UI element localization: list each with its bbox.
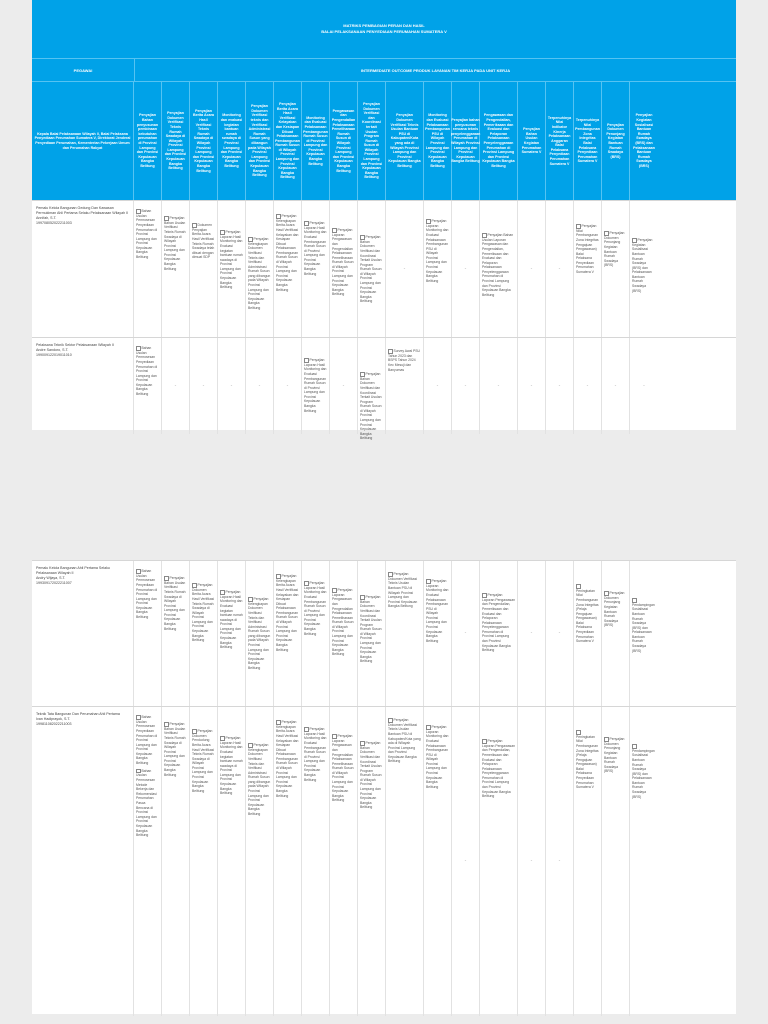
employee-name-cell	[32, 338, 134, 434]
outcome-entry-text: Penyajian Laporan Monitoring dan Evaluasi Pelaksanaan Pembangunan PSU di Wilayah Provinsi Lampung dan Provinsi Kepulauan Bangka Belitung	[426, 579, 449, 643]
column-header: Penyajian Dokumen Verifikasi teknis dan Verifikasi Administrasi Rumah Susun yang dibangun pada Wilayah Provinsi Lampung dan Provinsi Kepulauan Bangka Belitung	[246, 82, 274, 200]
employee-info-line: Andry Wijaya, S.T.	[36, 576, 66, 580]
outcome-entry-text: Dokumen Penyajian Berita Acara Hasil Verifikasi Teknis Rumah Swadaya telah dibuat dengan dimuat SDP	[192, 223, 215, 260]
outcome-entry	[426, 579, 449, 643]
outcome-entry	[136, 769, 159, 838]
outcome-entry-text: Penyajian Laporan Hasil Monitoring dan Evaluasi Pembangunan Rumah Susun di Provinsi Lampung dan Provinsi Kepulauan Bangka Belitung	[304, 358, 327, 413]
group-header-row	[32, 58, 736, 81]
employee-info-line: Ivan Hadiprayok, S.T.	[36, 717, 71, 721]
outcome-entry-text: Penyajian Dokumen Berita Acara Hasil Verifikasi Teknis Rumah Swadaya di Wilayah Provinsi Lampung dan Provinsi Kepulauan Bangka Belitung	[192, 583, 215, 643]
employee-info-line: 199009122019011010	[36, 353, 72, 357]
outcome-entry-text: Penyajian Dokumen Verifikasi Teknis Usulan Bantuan PSU di Wilayah Provinsi Lampung dan Provinsi Kepulauan Bangka Belitung	[388, 572, 418, 609]
column-header: Penyajian Dokumen Verifikasi dan Koordinasi terkait Usulan Program Rumah Susun di Wilayah Provinsi Lampung dan Provinsi Kepulauan Bangka Belitung	[358, 82, 386, 200]
outcome-group-header: INTERMEDIATE OUTCOME PRODUK LAYANAN TIM KERJA PADA UNIT KERJA	[360, 67, 511, 73]
employee-info-line: Teknik Tata Bangunan Dan Perumahan Ahli Pertama	[36, 712, 120, 716]
outcome-entry-text: Penyajian Laporan Monitoring dan Evaluasi Pelaksanaan Pembangunan PSU di Wilayah Provinsi Lampung dan Provinsi Kepulauan Bangka Belitung	[426, 219, 449, 283]
outcome-entry	[276, 720, 299, 798]
outcome-cell	[602, 201, 630, 337]
outcome-entry	[632, 598, 656, 653]
outcome-entry-text: Penyajian Kelengkapan Dokumen Verifikasi Teknis dan Verifikasi Administrasi Rumah Susun yang dibangun pada Wilayah Provinsi Lampung dan Provinsi Kepulauan Bangka Belitung	[248, 237, 271, 311]
outcome-cell	[424, 707, 452, 1016]
outcome-cell	[162, 561, 190, 706]
employee-name-cell	[32, 707, 134, 1016]
outcome-cell: -	[452, 707, 480, 1016]
outcome-cell	[330, 561, 358, 706]
outcome-cell	[630, 201, 658, 337]
outcome-entry-text: Penyajian Bahan Usulan Laporan Pengawasan dan Pengendalian, Pemeriksaan dan Evaluasi dan Pelaporan Pelaksanaan Penyelenggaraan Perumahan di Provinsi Lampung dan Provinsi Kepulauan Bangka Belitung	[482, 233, 514, 297]
outcome-cell	[424, 561, 452, 706]
matrix-page-2	[32, 560, 736, 1014]
employee-name-cell	[32, 561, 134, 706]
outcome-cell: -	[518, 707, 546, 1016]
outcome-entry-text: Bahan Usulan Pemrosesan Penyediaan Perumahan di Provinsi Lampung dan Provinsi Kepulauan Bangka Belitung	[136, 715, 158, 766]
matrix-title-line-2: BALAI PELAKSANAAN PENYEDIAAN PERUMAHAN SUMATERA V	[321, 29, 447, 34]
outcome-entry	[360, 235, 383, 304]
outcome-cell: -	[330, 338, 358, 434]
outcome-cell: -	[546, 201, 574, 337]
employee-name-cell	[32, 201, 134, 337]
outcome-cell	[386, 338, 424, 434]
outcome-entry	[332, 588, 355, 657]
matrix-body-page-1	[32, 200, 736, 441]
outcome-entry	[192, 583, 215, 643]
outcome-entry	[248, 597, 271, 671]
outcome-cell	[218, 201, 246, 337]
outcome-cell	[424, 201, 452, 337]
outcome-entry	[388, 572, 421, 609]
outcome-cell	[190, 561, 218, 706]
outcome-cell	[134, 707, 162, 1016]
outcome-cell	[162, 201, 190, 337]
column-header: Monitoring dan Evaluasi Pelaksanaan Pembangunan PSU di Wilayah Provinsi Lampung dan Provinsi Kepulauan Bangka Belitung	[424, 82, 452, 200]
outcome-entry	[576, 584, 599, 644]
outcome-cell: -	[452, 338, 480, 434]
outcome-entry-text: Penyajian Laporan Hasil Monitoring dan Evaluasi kegiatan bantuan rumah swadaya di Provinsi Lampung dan Provinsi Kepulauan Bangka Belitung	[220, 736, 243, 796]
outcome-entry-text: Penyajian Bahan Usulan Verifikasi Teknis Rumah Swadaya di Wilayah Provinsi Lampung dan Provinsi Kepulauan Bangka Belitung	[164, 722, 186, 777]
outcome-cell	[358, 561, 386, 706]
column-header: Penyajian Berita Acara Hasil Verifikasi Teknis Rumah Swadaya di Wilayah Provinsi Lampung dan Provinsi Kepulauan Bangka Belitung	[190, 82, 218, 200]
outcome-entry	[136, 346, 159, 397]
outcome-entry	[482, 739, 515, 799]
outcome-entry-text: Penyajian Laporan Pengawasan dan Pengendalian, Pemeriksaan dan Evaluasi dan Pelaporan Pelaksanaan Penyelenggaraan Perumahan di Provinsi Lampung dan Provinsi Kepulauan Bangka Belitung	[482, 593, 515, 653]
outcome-cell	[134, 338, 162, 434]
outcome-entry-text: Penyajian Kelengkapan Berita Acara Hasil Verifikasi Kelayakan dan Kesiapan Dibuat Pelaksanaan Pembangunan Rumah Susun di Wilayah Provinsi Lampung dan Provinsi Kepulauan Bangka Belitung	[276, 214, 299, 292]
outcome-entry	[304, 358, 327, 413]
outcome-entry-text: Penyajian Laporan Pengawasan dan Pengendalian, Pemeriksaan dan Evaluasi dan Pelaporan Pelaksanaan Penyelenggaraan Perumahan di Provinsi Lampung dan Provinsi Kepulauan Bangka Belitung	[482, 739, 515, 799]
employee-row	[32, 200, 736, 337]
column-header: Penyajian Bahan Usulan Kegiatan Perumahan Sumatera V	[518, 82, 546, 200]
outcome-cell	[330, 201, 358, 337]
outcome-entry-text: Penyajian Laporan Pengawasan dan Pengendalian Pelaksanaan Pemeliharaan Rumah Susun di Wilayah Provinsi Lampung dan Provinsi Kepulauan Bangka Belitung	[332, 734, 354, 803]
outcome-entry	[604, 231, 627, 268]
outcome-cell	[274, 201, 302, 337]
outcome-entry	[220, 230, 243, 290]
outcome-entry	[388, 718, 421, 764]
outcome-cell	[190, 201, 218, 337]
column-header: Penyajian Dokumen Penunjang Kegiatan Bantuan Rumah Swadaya (BRS)	[602, 82, 630, 200]
outcome-entry-text: Penyajian Laporan Hasil Monitoring dan Evaluasi kegiatan bantuan rumah swadaya di Provinsi Lampung dan Provinsi Kepulauan Bangka Belitung	[220, 230, 243, 290]
outcome-cell: -	[274, 338, 302, 434]
outcome-cell	[162, 707, 190, 1016]
employee-info-line: Annifah, S.T.	[36, 216, 57, 220]
outcome-entry-text: Penyajian Bahan Dokumen Verifikasi dan Koordinasi Terkait Usulan Program Rumah Susun di Wilayah Provinsi Lampung dan Provinsi Kepulauan Bangka Belitung	[360, 235, 382, 304]
outcome-entry-text: Penyajian Laporan Hasil Monitoring dan Evaluasi kegiatan bantuan rumah swadaya di Provinsi Lampung dan Provinsi Kepulauan Bangka Belitung	[220, 590, 243, 650]
outcome-cell	[630, 707, 658, 1016]
outcome-entry	[220, 590, 243, 650]
outcome-cell	[358, 338, 386, 441]
outcome-cell: -	[602, 338, 630, 434]
employee-row	[32, 706, 736, 1016]
outcome-entry	[360, 741, 383, 810]
employee-info-line: 199708052022211003	[36, 221, 72, 225]
column-header: Pengawasan dan Pengendalian Pelaksanaan Pemeliharaan Rumah Susun di Wilayah Provinsi Lampung dan Provinsi Kepulauan Bangka Belitung	[330, 82, 358, 200]
outcome-entry	[426, 219, 449, 283]
outcome-entry	[276, 574, 299, 652]
outcome-entry	[304, 727, 327, 782]
outcome-entry-text: Bahan Usulan Pemrosesan Penyediaan Perumahan di Provinsi Lampung dan Provinsi Kepulauan Bangka Belitung	[136, 346, 158, 397]
outcome-cell	[574, 561, 602, 706]
employee-info-line: 199811082022211003	[36, 722, 72, 726]
outcome-entry	[136, 715, 159, 766]
employee-info-line: 199309172022211007	[36, 581, 72, 585]
outcome-cell	[358, 707, 386, 1016]
column-header: Penyajian Berita Acara Hasil Verifikasi Kelayakan dan Kesiapan Dibuat Pelaksanaan Pembangunan Rumah Susun di Wilayah Provinsi Lampung dan Provinsi Kepulauan Bangka Belitung	[274, 82, 302, 200]
matrix-body-page-2	[32, 560, 736, 1016]
outcome-cell	[274, 707, 302, 1016]
outcome-cell	[330, 707, 358, 1016]
outcome-cell: -	[643, 382, 645, 389]
outcome-entry-text: Peningkatan Nilai Pembangunan Zona Integritas (Pelaja Pengajuan Pengawasan) Balai Pelaksana Penyediaan Perumahan Sumatera V	[576, 588, 599, 644]
outcome-cell	[480, 707, 518, 1016]
column-header: Penyajian bahan penyusunan rencana teknis penyelenggaraan Perumahan di Wilayah Provinsi Lampung dan Provinsi Kepulauan Bangka Belitung	[452, 82, 480, 200]
outcome-entry	[482, 593, 515, 653]
outcome-entry-text: Penyajian Laporan Pengawasan dan Pengendalian Pelaksanaan Pemeliharaan Rumah Susun di Wilayah Provinsi Lampung dan Provinsi Kepulauan Bangka Belitung	[332, 588, 354, 657]
outcome-entry-text: Penyajian Kelengkapan Dokumen Verifikasi Teknis dan Verifikasi Administrasi Rumah Susun yang dibangun pada Wilayah Provinsi Lampung dan Provinsi Kepulauan Bangka Belitung	[248, 597, 271, 671]
outcome-cell: -	[246, 338, 274, 434]
outcome-entry	[576, 224, 599, 275]
outcome-cell: -	[386, 201, 424, 337]
column-header: Penyajian Bahan penyusunan pembinaan kebutuhan perumahan di Provinsi Lampung dan Provinsi Kepulauan Bangka Belitung	[134, 82, 162, 200]
outcome-cell	[218, 561, 246, 706]
outcome-entry-text: Penyajian Bahan Dokumen Verifikasi dan Koordinasi Terkait Usulan Program Rumah Susun di Wilayah Provinsi Lampung dan Provinsi Kepulauan Bangka Belitung	[360, 372, 382, 441]
outcome-cell	[274, 561, 302, 706]
outcome-entry-text: Bahan Usulan Pemrosesan Metode Bekerja dan Rekomendasi Perumahan Pasca Bencana di Provinsi Lampung dan Provinsi Kepulauan Bangka Belitung	[136, 768, 157, 838]
outcome-entry-text: Penyajian Bahan Usulan Verifikasi Teknis Rumah Swadaya di Wilayah Provinsi Lampung dan Provinsi Kepulauan Bangka Belitung	[164, 576, 186, 631]
outcome-cell	[302, 201, 330, 337]
outcome-entry-text: Penyajian Laporan Hasil Monitoring dan Evaluasi Pembangunan Rumah Susun di Provinsi Lampung dan Provinsi Kepulauan Bangka Belitung	[304, 221, 327, 276]
outcome-entry	[192, 223, 215, 260]
outcome-cell	[574, 707, 602, 1016]
outcome-cell: -	[480, 338, 518, 434]
outcome-cell: -	[546, 707, 574, 1016]
outcome-cell: -	[162, 338, 190, 434]
outcome-entry-text: Penyajian Nilai Pembangunan Zona Integritas Pengajuan Pengawasan) Balai Pelaksana Penyediaan Perumahan Sumatera V	[576, 224, 599, 275]
outcome-entry	[632, 744, 656, 799]
outcome-entry-text: Penyajian Dokumen Verifikasi Teknis Usulan Bantuan PSU di Kabupaten/Kota yang ada di Wilayah Provinsi Lampung dan Provinsi Kepulauan Bangka Belitung	[388, 718, 421, 764]
outcome-entry-text: Penyajian Laporan Monitoring dan Evaluasi Pelaksanaan Pembangunan PSU di Wilayah Provinsi Lampung dan Provinsi Kepulauan Bangka Belitung	[426, 725, 449, 789]
outcome-entry-text: Penyajian Laporan Hasil Monitoring dan Evaluasi Pembangunan Rumah Susun di Provinsi Lampung dan Provinsi Kepulauan Bangka Belitung	[304, 727, 327, 782]
outcome-entry-text: Penyajian Laporan Pengawasan dan Pengendalian Pelaksanaan Pemeliharaan Rumah Susun di Wilayah Provinsi Lampung dan Provinsi Kepulauan Bangka Belitung	[332, 228, 354, 297]
outcome-cell: -	[574, 338, 602, 434]
outcome-cell: -	[424, 338, 452, 434]
column-header: Monitoring dan evaluasi kegiatan bantuan rumah swadaya di Provinsi Lampung dan Provinsi Kepulauan Bangka Belitung	[218, 82, 246, 200]
outcome-cell	[386, 561, 424, 706]
column-header: Monitoring dan Evaluasi Pelaksanaan Pembangunan Rumah Susun di Provinsi Lampung dan Provinsi Kepulauan Bangka Belitung	[302, 82, 330, 200]
column-header: Terpenuhinya Nilai Indikator Kinerja Pelaksanaan Anggaran Balai Pelaksana Penyediaan Perumahan Sumatera V	[546, 82, 574, 200]
outcome-cell	[134, 201, 162, 337]
outcome-cell: -	[518, 561, 546, 706]
outcome-entry-text: Penyajian Kelengkapan Berita Acara Hasil Verifikasi Kelayakan dan Kesiapan Dibuat Pelaksanaan Pembangunan Rumah Susun di Wilayah Provinsi Lampung dan Provinsi Kepulauan Bangka Belitung	[276, 574, 299, 652]
outcome-entry	[164, 216, 187, 271]
outcome-cell: -	[546, 561, 574, 706]
outcome-entry-text: Penyajian Kegiatan Sosialisasi Bantuan Rumah Swadaya (BRS) dan Pelaksanaan Bantuan Rumah Swadaya (BRS)	[632, 238, 653, 293]
employee-info-line: Pemalu Kelola Bangunan Gedung Dan Kawasan Permukiman Ahli Pertama Selaku Pelaksanaan Wilayah II	[36, 206, 129, 215]
outcome-entry	[248, 237, 271, 311]
outcome-entry	[192, 729, 215, 793]
outcome-entry	[576, 730, 599, 790]
outcome-entry-text: Survey Awal PSU Tahun 2023 dan BSPS Tahun 2024 Kec Mesuji dan Banyumas	[388, 349, 421, 372]
column-header: Kepala Balai Pelaksanaan Wilayah II, Balai Pelaksana Penyediaan Perumahan Sumatera V, Direktorat Jenderal Penyediaan Perumahan, Kementerian Pekerjaan Umum dan Perumahan Rakyat	[32, 82, 134, 200]
outcome-cell: -	[518, 338, 546, 434]
outcome-cell	[574, 201, 602, 337]
outcome-entry-text: Bahan Usulan Pemrosesan Penyediaan Perumahan di Provinsi Lampung dan Provinsi Kepulauan Bangka Belitung	[136, 209, 158, 260]
outcome-cell	[134, 561, 162, 706]
outcome-cell	[302, 707, 330, 1016]
matrix-title-line-1: MATRIKS PEMBAGIAN PERAN DAN HASIL	[343, 23, 425, 28]
outcome-entry	[220, 736, 243, 796]
employee-row	[32, 337, 736, 441]
outcome-entry-text: Penyajian Kelengkapan Berita Acara Hasil Verifikasi Kelayakan dan Kesiapan Dibuat Pelaksanaan Pembangunan Rumah Susun di Wilayah Provinsi Lampung dan Provinsi Kepulauan Bangka Belitung	[276, 720, 299, 798]
outcome-cell: -	[452, 201, 480, 337]
outcome-entry-text: Penyajian Bahan Usulan Verifikasi Teknis Rumah Swadaya di Wilayah Provinsi Lampung dan Provinsi Kepulauan Bangka Belitung	[164, 216, 186, 271]
outcome-entry	[632, 238, 656, 293]
outcome-entry-text: Penyajian Dokumen Penunjang Kegiatan Bantuan Rumah Swadaya (BRS)	[604, 737, 625, 774]
outcome-cell	[302, 561, 330, 706]
outcome-entry	[482, 233, 515, 297]
outcome-cell	[386, 707, 424, 1016]
outcome-entry	[332, 734, 355, 803]
outcome-entry-text: Pendampingan Sosialisasi Bantuan Rumah Swadaya (BRS) dan Pelaksanaan Bantuan Rumah Swadaya (BRS)	[632, 748, 655, 799]
outcome-cell: -	[452, 561, 480, 706]
outcome-entry	[388, 349, 421, 372]
outcome-entry-text: Penyajian Dokumen Penunjang Kegiatan Bantuan Rumah Swadaya (BRS)	[604, 591, 625, 628]
column-header: Penyajian Kegiatan Sosialisasi Bantuan Rumah Swadaya (BRS) dan Pelaksanaan Bantuan Rumah Swadaya (BRS)	[633, 113, 655, 168]
employee-info-line: Pemalu Kelola Bangunan Ahli Pertama Selaku Pelaksanaan Wilayah II	[36, 566, 110, 575]
outcome-cell	[602, 561, 630, 706]
outcome-cell: -	[546, 338, 574, 434]
outcome-entry-text: Penyajian Laporan Hasil Monitoring dan Evaluasi Pembangunan Rumah Susun di Provinsi Lampung dan Provinsi Kepulauan Bangka Belitung	[304, 581, 327, 636]
outcome-cell	[630, 561, 658, 706]
outcome-entry	[604, 737, 627, 774]
outcome-entry-text: Penyajian Dokumen Pendudung Berita Acara Hasil Verifikasi Teknis Rumah Swadaya di Wilayah Provinsi Lampung dan Provinsi Kepulauan Bangka Belitung	[192, 729, 215, 793]
outcome-entry-text: Penyajian Bahan Dokumen Verifikasi dan Koordinasi Terkait Usulan Program Rumah Susun di Wilayah Provinsi Lampung dan Provinsi Kepulauan Bangka Belitung	[360, 741, 382, 810]
outcome-entry	[304, 221, 327, 276]
outcome-entry-text: Penyajian Kelengkapan Dokumen Verifikasi Teknis dan Verifikasi Administrasi Rumah Susun yang dibangun pada Wilayah Provinsi Lampung dan Provinsi Kepulauan Bangka Belitung	[248, 743, 271, 817]
outcome-entry-text: Penyajian Dokumen Penunjang Kegiatan Bantuan Rumah Swadaya (BRS)	[604, 231, 625, 268]
employee-info-line: Pelaksana Teknik Sektor Pelaksanaan Wilayah II	[36, 343, 114, 347]
employee-column-header: PEGAWAI	[32, 59, 135, 81]
column-header: Pengawasan dan Pengendalian, Pemeriksaan dan Evaluasi dan Pelaporan Pelaksanaan Penyelenggaraan Perumahan di Provinsi Lampung dan Provinsi Kepulauan Bangka Belitung	[480, 82, 518, 200]
outcome-entry-text: Peningkatan Nilai Pembangunan Zona Integritas (Pelaja Pengajuan Pengawasan) Balai Pelaksana Penyediaan Perumahan Sumatera V	[576, 734, 599, 790]
outcome-cell	[218, 707, 246, 1016]
outcome-entry	[604, 591, 627, 628]
outcome-entry	[136, 569, 159, 620]
outcome-cell	[480, 201, 518, 337]
outcome-column-headers	[32, 81, 736, 200]
outcome-entry	[426, 725, 449, 789]
outcome-cell	[358, 201, 386, 337]
outcome-entry	[136, 209, 159, 260]
outcome-entry	[360, 372, 383, 441]
outcome-entry	[360, 595, 383, 664]
employee-info-line: Andre Sandoro, S.T.	[36, 348, 69, 352]
outcome-entry-text: Penyajian Bahan Dokumen Verifikasi dan Koordinasi Terkait Usulan Program Rumah Susun di Wilayah Provinsi Lampung dan Provinsi Kepulauan Bangka Belitung	[360, 595, 382, 664]
outcome-cell	[302, 338, 330, 434]
employee-row	[32, 560, 736, 706]
outcome-cell	[190, 707, 218, 1016]
matrix-title-banner	[32, 0, 736, 58]
outcome-entry	[248, 743, 271, 817]
column-header: Penyajian Dokumen Verifikasi Teknis Rumah Swadaya di Wilayah Provinsi Lampung dan Provinsi Kepulauan Bangka Belitung	[162, 82, 190, 200]
outcome-entry	[164, 576, 187, 631]
outcome-cell: -	[518, 201, 546, 337]
column-header: Penyajian Dokumen Verifikasi Teknis Usulan Bantuan PSU di Kabupaten/Kota yang ada di Wilayah Provinsi Lampung dan Provinsi Kepulauan Bangka Belitung	[386, 82, 424, 200]
outcome-cell: -	[190, 338, 218, 434]
outcome-entry-text: Pendampingan Sosialisasi Bantuan Rumah Swadaya (BRS) dan Pelaksanaan Bantuan Rumah Swadaya (BRS)	[632, 602, 655, 653]
outcome-entry	[332, 228, 355, 297]
column-header: Terpenuhinya Nilai Pembangunan Zona Integritas Balai Pelaksana Penyediaan Perumahan Sumatera V	[574, 82, 602, 200]
outcome-cell	[246, 707, 274, 1016]
outcome-cell	[480, 561, 518, 706]
matrix-page-1	[32, 0, 736, 441]
outcome-cell	[246, 201, 274, 337]
outcome-entry	[276, 214, 299, 292]
outcome-entry	[164, 722, 187, 777]
outcome-cell	[246, 561, 274, 706]
outcome-cell	[602, 707, 630, 1016]
outcome-entry	[304, 581, 327, 636]
outcome-cell: -	[218, 338, 246, 434]
outcome-entry-text: Bahan Usulan Pemrosesan Penyediaan Perumahan di Provinsi Lampung dan Provinsi Kepulauan Bangka Belitung	[136, 569, 158, 620]
